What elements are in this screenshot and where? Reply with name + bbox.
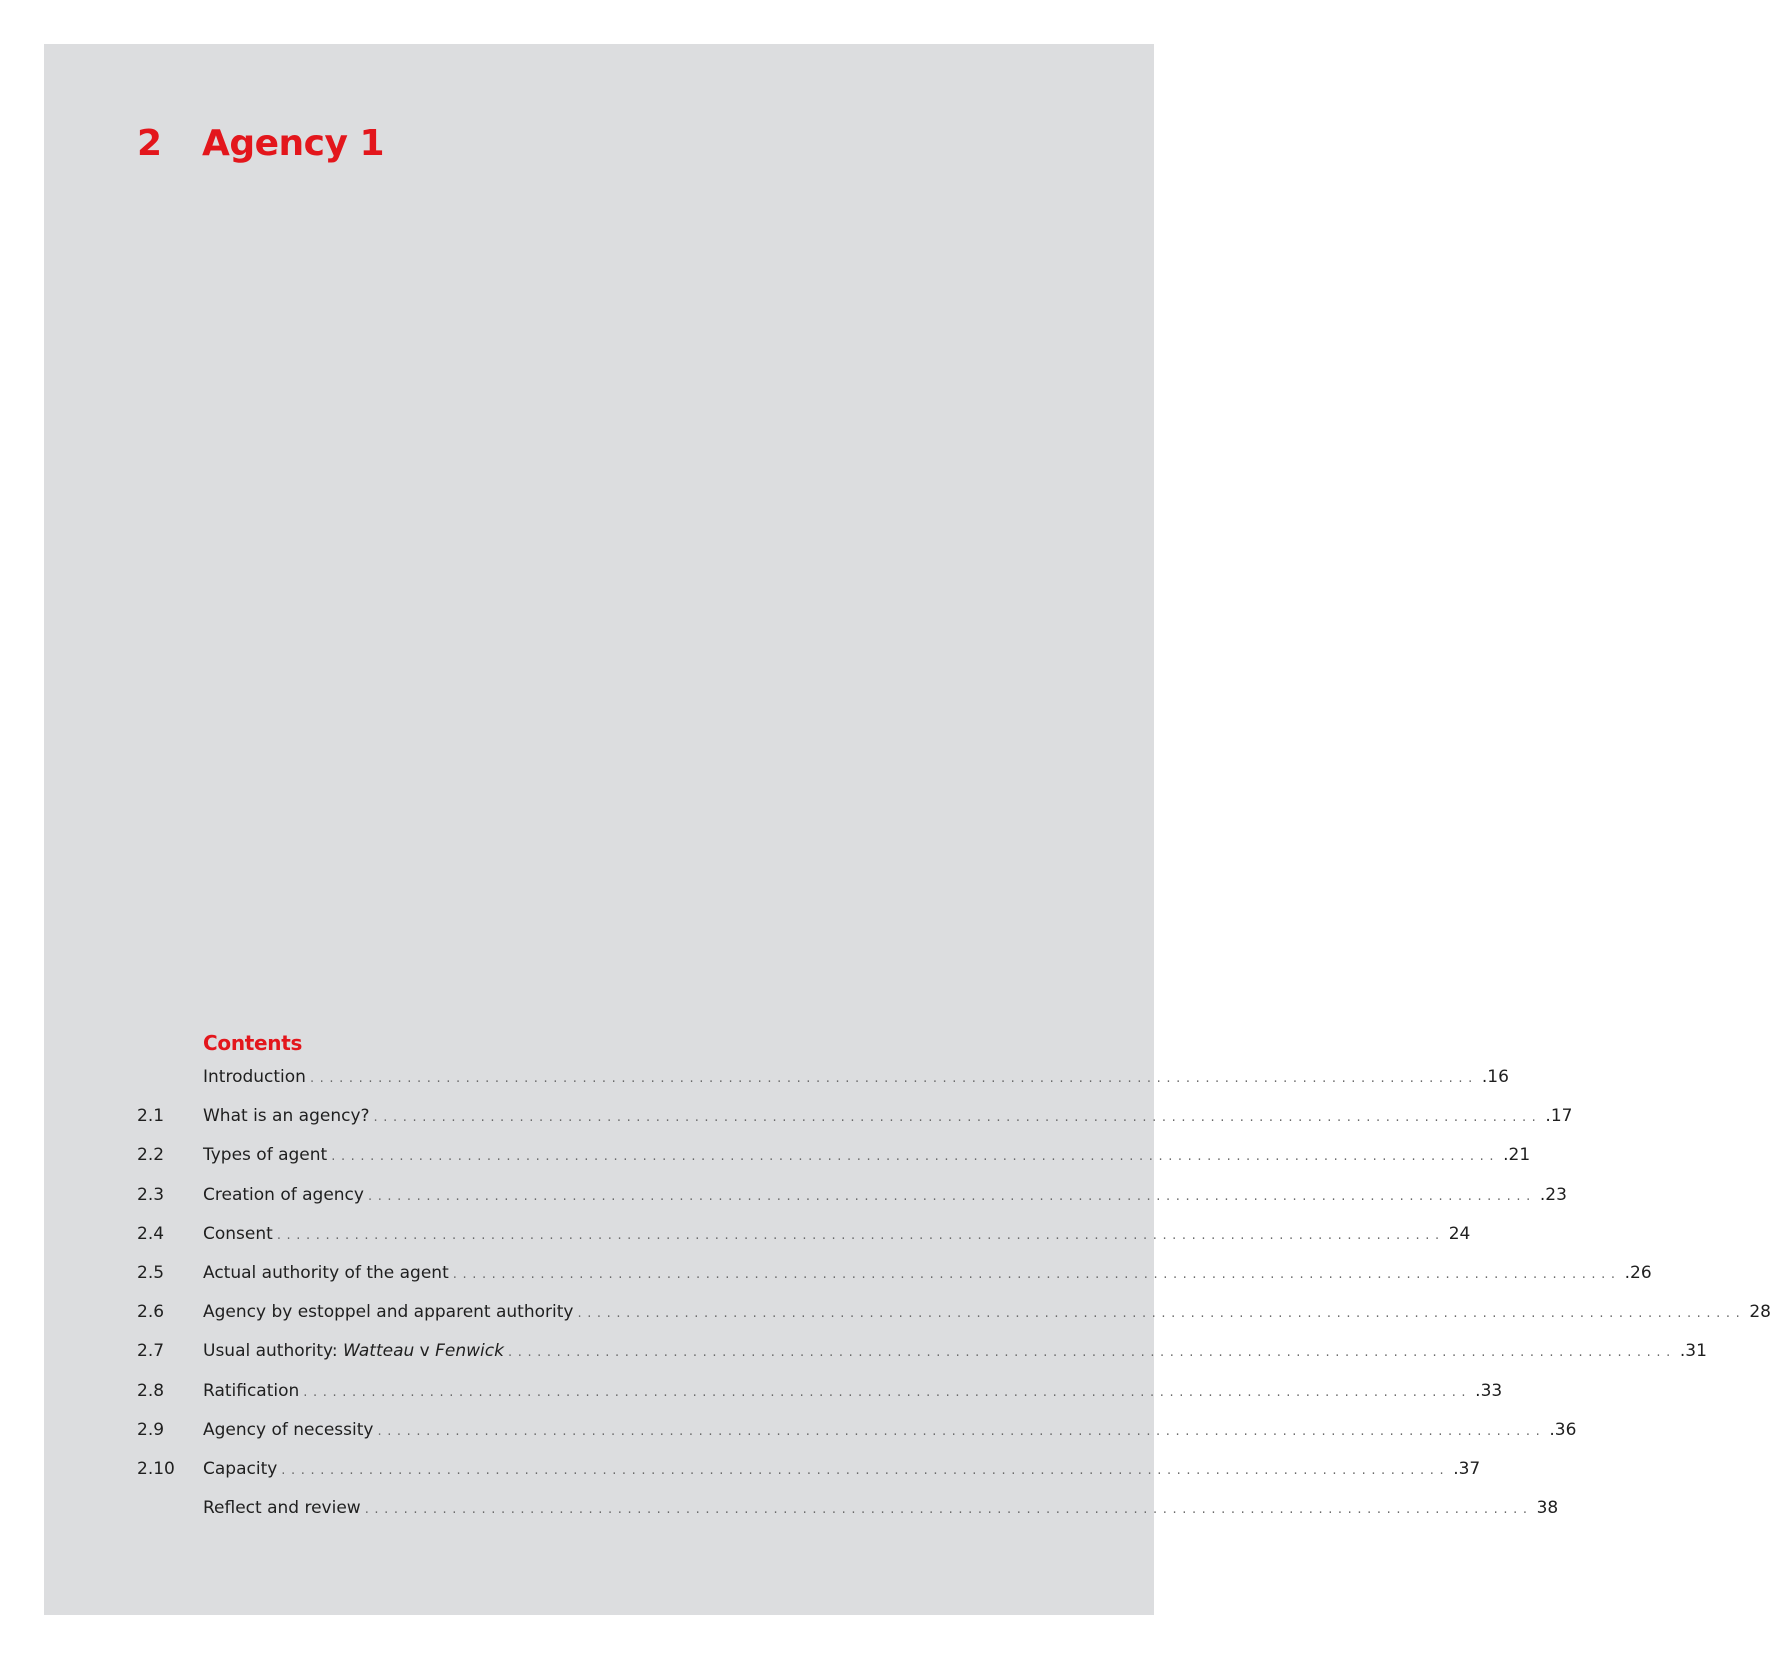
toc-entry-number: 2.2 [137, 1145, 165, 1166]
toc-entry-2-6[interactable] [137, 1302, 1771, 1341]
dot-leader: ........................................................................................................................ [452, 1266, 1621, 1282]
chapter-number: 2 [137, 122, 162, 164]
dot-leader: ........................................................................................................................ [507, 1345, 1676, 1361]
dot-leader: ........................................................................................................................ [281, 1462, 1450, 1478]
dot-leader: ........................................................................................................................ [364, 1502, 1533, 1518]
dot-leader: ........................................................................................................................ [577, 1306, 1746, 1322]
toc-entry-2-3[interactable] [137, 1184, 1567, 1224]
toc-entry-2-10[interactable] [137, 1458, 1481, 1498]
toc-entry-page: .21 [1503, 1145, 1531, 1166]
toc-entry-introduction[interactable] [137, 1067, 1509, 1106]
dot-leader: ........................................................................................................................ [377, 1423, 1546, 1439]
toc-entry-title-text: Usual authority: [203, 1341, 343, 1362]
dot-leader: ........................................................................................................................ [331, 1149, 1500, 1165]
toc-entry-title: Types of agent [203, 1145, 328, 1166]
chapter-title: Agency 1 [202, 122, 385, 164]
toc-entry-2-2[interactable] [137, 1145, 1531, 1184]
toc-entry-2-5[interactable] [137, 1262, 1652, 1302]
toc-entry-title: Ratification [203, 1380, 300, 1401]
toc-entry-page: .17 [1545, 1106, 1573, 1127]
toc-entry-page: .31 [1679, 1341, 1707, 1362]
toc-entry-title: Introduction [203, 1067, 306, 1087]
case-name-part-2: Fenwick [435, 1341, 504, 1362]
toc-entry-2-4[interactable] [137, 1223, 1471, 1263]
chapter-heading [137, 118, 384, 168]
toc-entry-title: What is an agency? [203, 1106, 370, 1127]
toc-entry-title: Actual authority of the agent [203, 1262, 449, 1283]
toc-entry-2-1[interactable] [137, 1106, 1573, 1145]
toc-entry-number: 2.1 [137, 1106, 165, 1127]
toc-entry-number: 2.3 [137, 1184, 165, 1205]
toc-entry-number: 2.5 [137, 1262, 165, 1283]
toc-entry-title: Creation of agency [203, 1184, 364, 1205]
toc-entry-page: 28 [1749, 1302, 1771, 1323]
toc-entry-2-8[interactable] [137, 1380, 1503, 1420]
toc-entry-title: Capacity [203, 1458, 278, 1479]
toc-entry-page: .36 [1549, 1419, 1577, 1440]
case-separator: v [414, 1341, 436, 1362]
toc-entry-number: 2.7 [137, 1341, 165, 1362]
toc-entry-title [203, 1341, 504, 1361]
toc-entry-title: Agency of necessity [203, 1419, 374, 1440]
toc-entry-page: .37 [1453, 1458, 1481, 1479]
toc-entry-page: 24 [1448, 1223, 1471, 1244]
toc-entry-number: 2.10 [137, 1458, 175, 1479]
toc-entry-2-7[interactable] [137, 1341, 1707, 1380]
contents-heading: Contents [203, 1031, 303, 1055]
toc-entry-page: .23 [1539, 1184, 1567, 1205]
dot-leader: ........................................................................................................................ [373, 1110, 1542, 1126]
toc-entry-number: 2.6 [137, 1302, 165, 1323]
case-name-part-1: Watteau [342, 1341, 415, 1362]
dot-leader: ........................................................................................................................ [309, 1071, 1478, 1086]
toc-entry-reflect-and-review[interactable] [137, 1498, 1559, 1537]
dot-leader: ........................................................................................................................ [367, 1188, 1536, 1204]
toc-entry-2-9[interactable] [137, 1419, 1577, 1459]
table-of-contents [137, 1067, 1771, 1537]
toc-entry-title: Agency by estoppel and apparent authority [203, 1302, 574, 1323]
dot-leader: ........................................................................................................................ [276, 1227, 1445, 1243]
toc-entry-title: Reflect and review [203, 1498, 361, 1519]
toc-entry-page: .26 [1624, 1262, 1652, 1283]
toc-entry-page: 38 [1536, 1498, 1559, 1519]
dot-leader: ........................................................................................................................ [303, 1384, 1472, 1400]
toc-entry-number: 2.9 [137, 1419, 165, 1440]
toc-entry-page: .16 [1481, 1067, 1509, 1087]
toc-entry-number: 2.8 [137, 1380, 165, 1401]
toc-entry-title: Consent [203, 1223, 273, 1244]
toc-entry-page: .33 [1475, 1380, 1503, 1401]
toc-entry-number: 2.4 [137, 1223, 165, 1244]
